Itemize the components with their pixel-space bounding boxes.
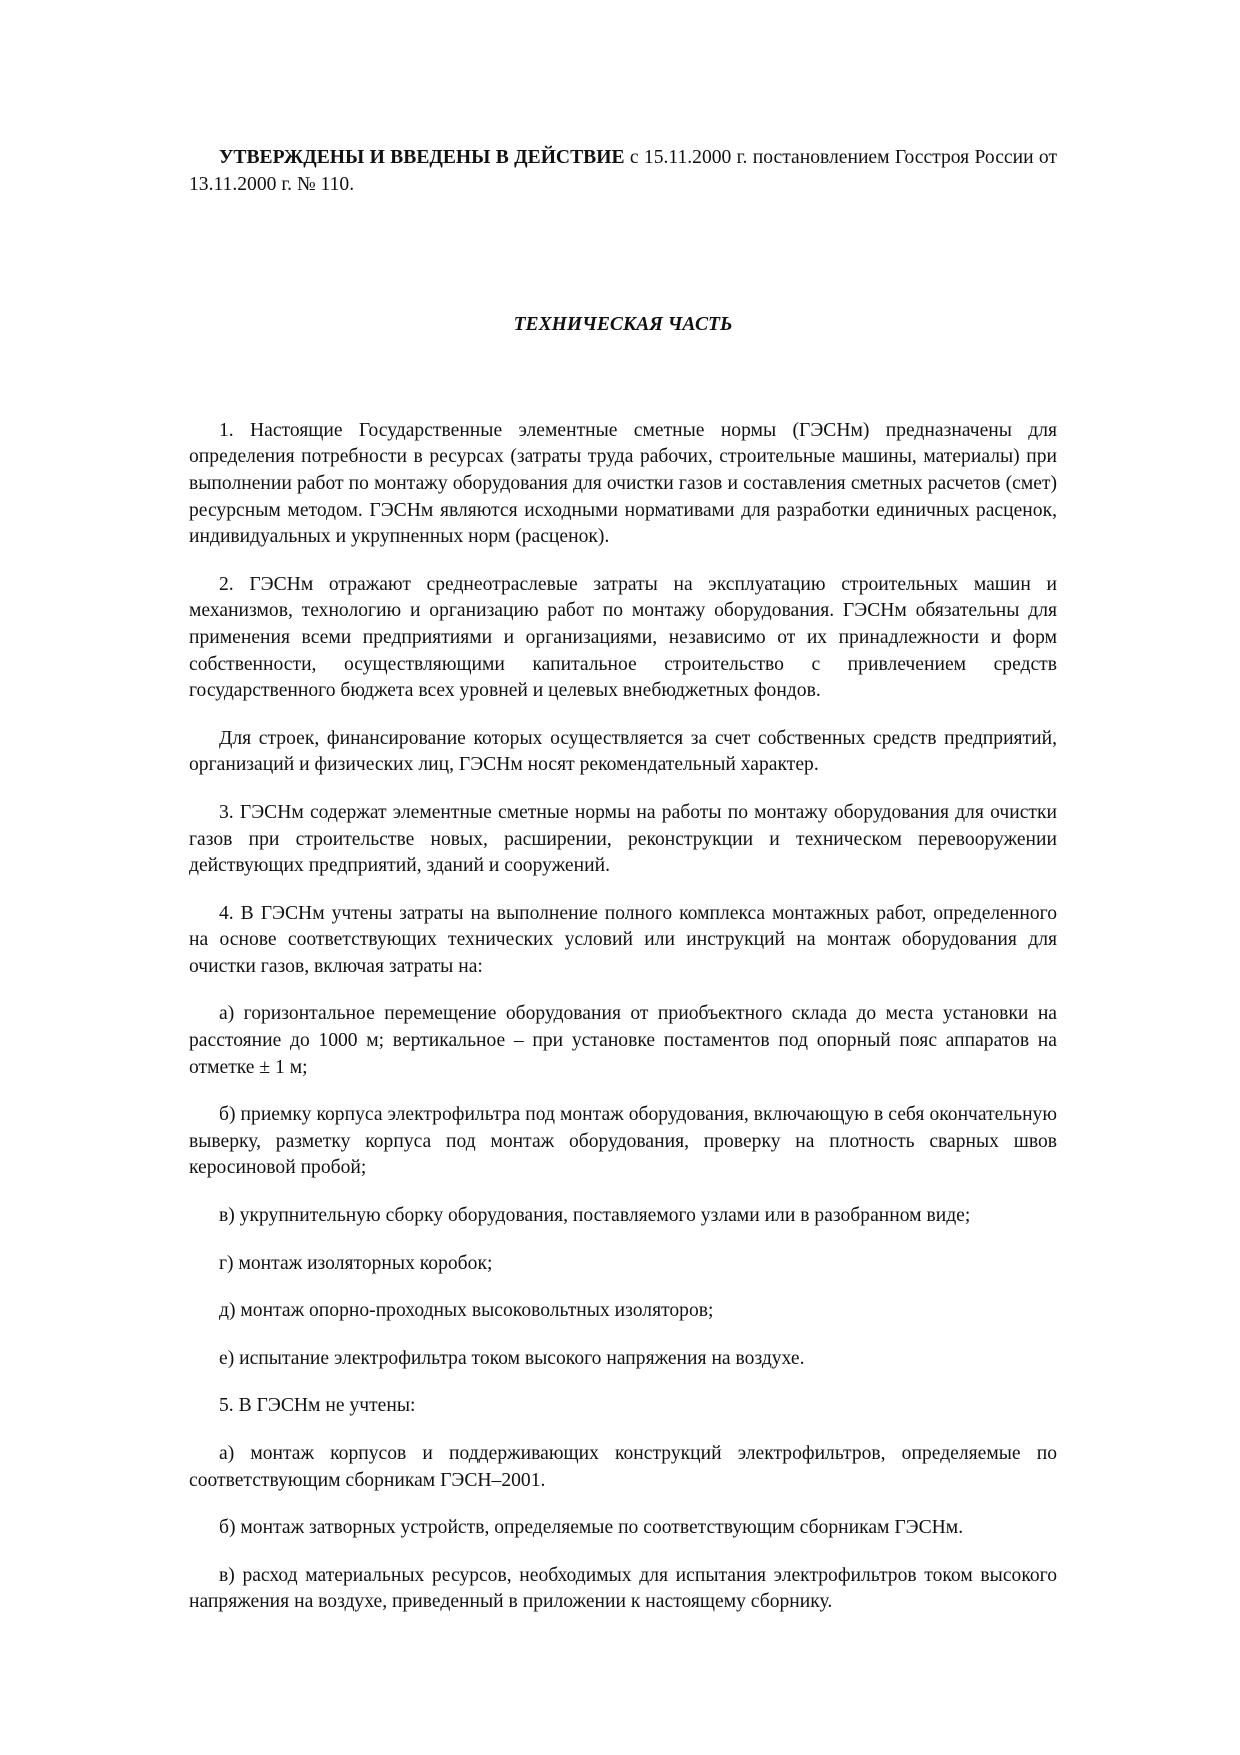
list-item-5a: а) монтаж корпусов и поддерживающих конструкций электрофильтров, определяемые по соответствующим сборникам ГЭСН–2001. [189, 1443, 1057, 1491]
approval-statement [189, 145, 1057, 198]
list-item-4b: б) приемку корпуса электрофильтра под монтаж оборудования, включающую в себя окончательную выверку, разметку корпуса под монтаж оборудования, проверку на плотность сварных швов керосиновой пробой; [189, 1104, 1057, 1179]
list-item-5v: в) расход материальных ресурсов, необходимых для испытания электрофильтров током высокого напряжения на воздухе, приведенный в приложении к настоящему сборнику. [189, 1564, 1057, 1613]
paragraph-2: 2. ГЭСНм отражают среднеотраслевые затраты на эксплуатацию строительных машин и механизмов, технологию и организацию работ по монтажу оборудования. ГЭСНм обязательны для применения всеми предприятиями и организациями, независимо от их принадлежности и форм собственности, осуществляющими капитальное строительство с привлечением средств государственного бюджета всех уровней и целевых внебюджетных фондов. [189, 573, 1057, 702]
paragraph-5: 5. В ГЭСНм не учтены: [219, 1395, 416, 1417]
list-item-5b: б) монтаж затворных устройств, определяемые по соответствующим сборникам ГЭСНм. [219, 1517, 964, 1539]
list-item-4g: г) монтаж изоляторных коробок; [219, 1252, 493, 1274]
list-item-4v: в) укрупнительную сборку оборудования, поставляемого узлами или в разобранном виде; [219, 1205, 971, 1227]
list-item-4a: а) горизонтальное перемещение оборудования от приобъектного склада до места установки на расстояние до 1000 м; вертикальное – при установке постаментов под опорный пояс аппаратов на отметке ± 1 м; [189, 1003, 1057, 1078]
paragraph-3: 3. ГЭСНм содержат элементные сметные нормы на работы по монтажу оборудования для очистки газов при строительстве новых, расширении, реконструкции и техническом перевооружении действующих предприятий, зданий и сооружений. [189, 801, 1057, 877]
paragraph-2-note: Для строек, финансирование которых осуществляется за счет собственных средств предприятий, организаций и физических лиц, ГЭСНм носят рекомендательный характер. [189, 727, 1057, 776]
list-item-4e: е) испытание электрофильтра током высокого напряжения на воздухе. [219, 1347, 805, 1369]
section-heading: ТЕХНИЧЕСКАЯ ЧАСТЬ [513, 314, 733, 336]
document-page [189, 145, 1057, 1616]
approval-details: с 15.11.2000 г. постановлением Госстроя России от 13.11.2000 г. № 110. [189, 147, 1058, 195]
list-item-4d: д) монтаж опорно-проходных высоковольтных изоляторов; [219, 1300, 714, 1322]
approval-lead: УТВЕРЖДЕНЫ И ВВЕДЕНЫ В ДЕЙСТВИЕ [219, 147, 625, 168]
paragraph-4: 4. В ГЭСНм учтены затраты на выполнение полного комплекса монтажных работ, определенного на основе соответствующих технических условий или инструкций на монтаж оборудования для очистки газов, включая затраты на: [189, 902, 1057, 977]
paragraph-1: 1. Настоящие Государственные элементные сметные нормы (ГЭСНм) предназначены для определения потребности в ресурсах (затраты труда рабочих, строительные машины, материалы) при выполнении работ по монтажу оборудования для очистки газов и составления сметных расчетов (смет) ресурсным методом. ГЭСНм являются исходными нормативами для разработки единичных расценок, индивидуальных и укрупненных норм (расценок). [189, 419, 1057, 548]
